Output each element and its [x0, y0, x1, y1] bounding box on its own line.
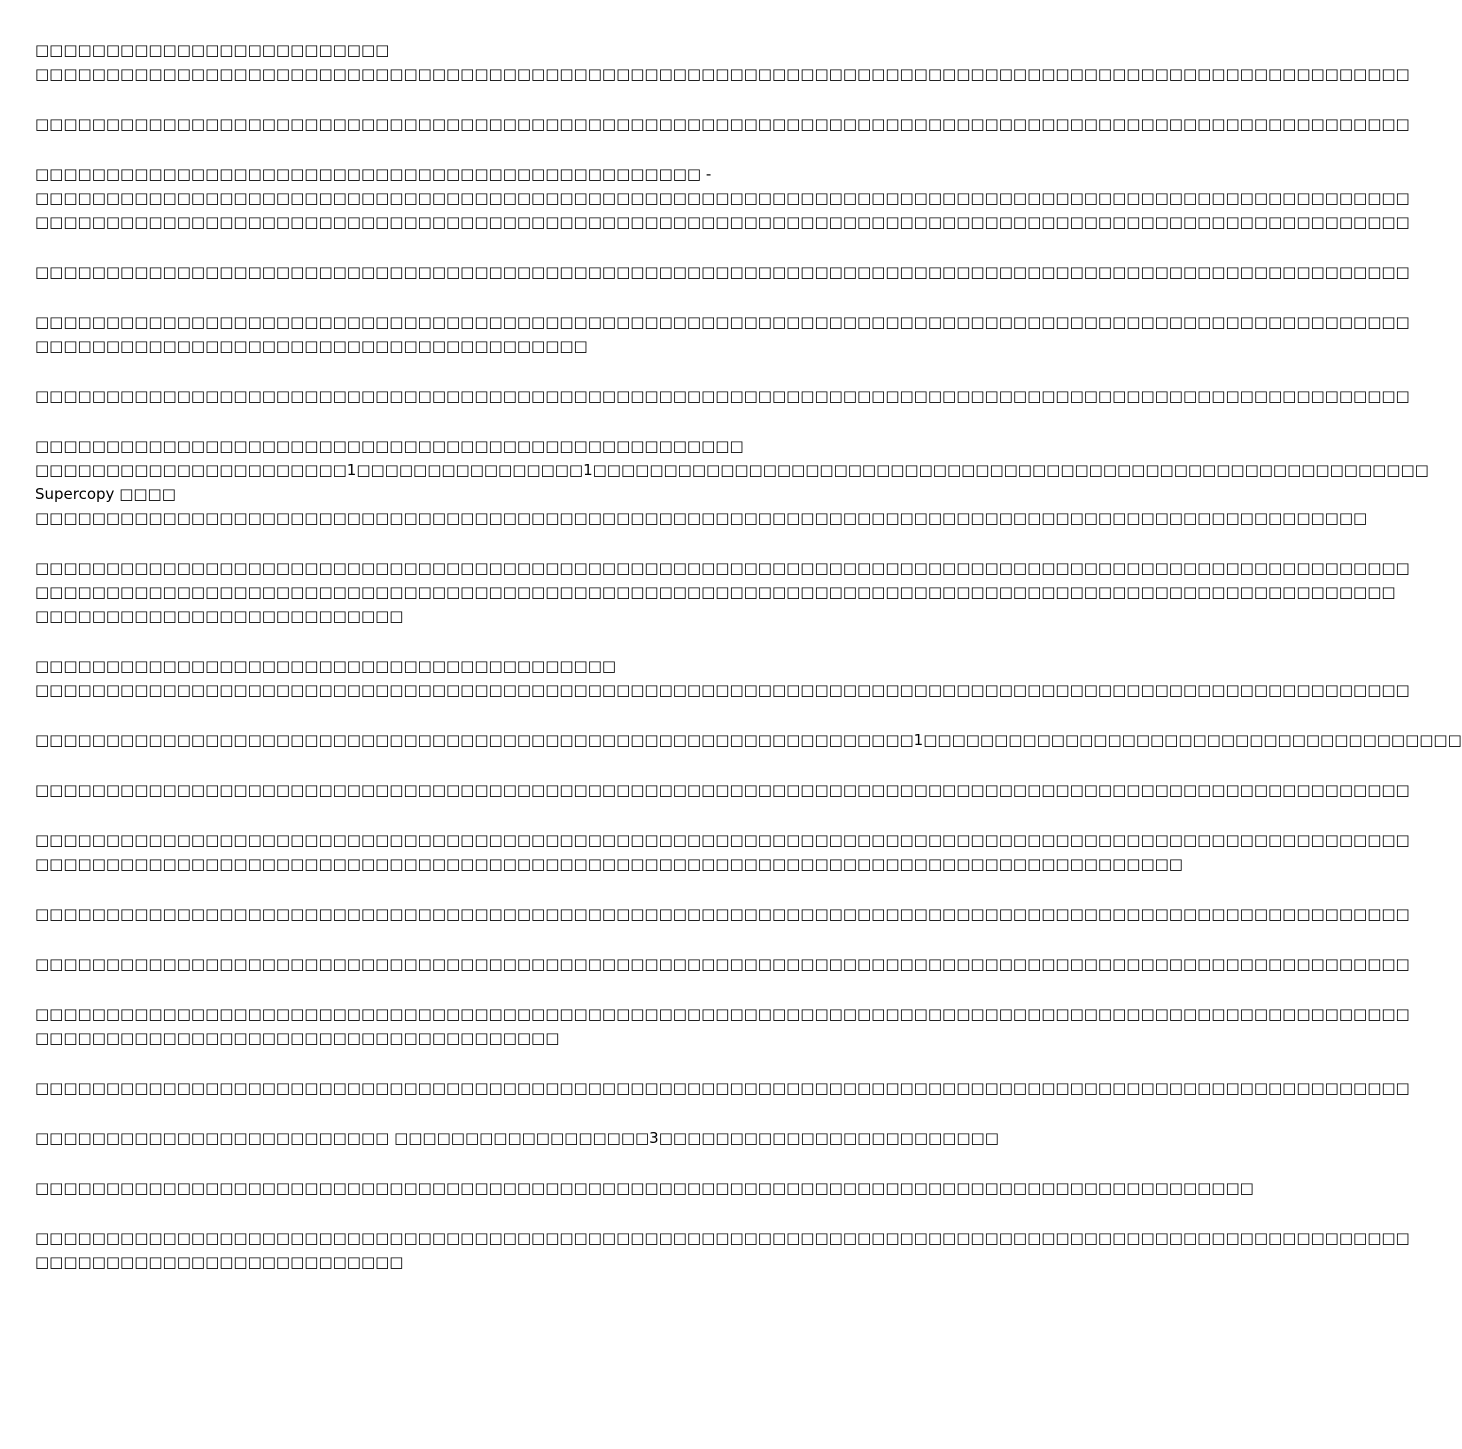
document-body [35, 38, 1462, 1300]
paragraph [35, 778, 1410, 802]
text-line: □□□□□□□□□□□□□□□□□□□□□□□□□□□□□□□□□□□□□□□□□□□□□□□□□□□□□□□□□□□□□□□□□□□□□□□□□□□□□□□□□□□□□□□□□□□□□□□□□ [35, 263, 1410, 281]
paragraph [35, 902, 1410, 926]
text-line: □□□□□□□□□□□□□□□□□□□□□□□□□□□□□□□□□□□□□□□□□□□□□□□□□□□□□□□□□□□□□□□□□□□□□□□□□□□□□□□□□□□□□□□□□□□□□□□□□ [35, 387, 1410, 405]
text-line: □□□□□□□□□□□□□□□□□□□□□□1□□□□□□□□□□□□□□□□1□□□□□□□□□□□□□□□□□□□□□□□□□□□□□□□□□□□□□□□□□□□□□□□□□□□□□□□□□□□ [35, 461, 1429, 479]
text-line: □□□□□□□□□□□□□□□□□□□□□□□□□□□□□□□□□□□□□□□□□□□□□□□□□□□□□□□□□□□□□□□□□□□□□□□□□□□□□□□□□□□□□□□□□□□□□□□□ [35, 583, 1396, 601]
text-line: □□□□□□□□□□□□□□□□□□□□□□□□□□□□□□□□□□□□□□□□□□□□□□□□□□□□□□□□□□□□□□□□□□□□□□□□□□□□□□□□□ [35, 855, 1183, 873]
text-line: □□□□□□□□□□□□□□□□□□□□□□□□□□ [35, 1253, 404, 1271]
text-line: □□□□□□□□□□□□□□□□□□□□□□□□□□□□□□□□□□□□□□□□□□□□□□□□□□□□□□□□□□□□□□□□□□□□□□□□□□□□□□□□□□□□□□□□□□□□□□□□□ [35, 831, 1410, 849]
text-line: □□□□□□□□□□□□□□□□□□□□□□□□□□□□□□□□□□□□□□□ [35, 337, 588, 355]
text-line: □□□□□□□□□□□□□□□□□□□□□□□□□□□□□□□□□□□□□□□□□□□□□□□□□□□□□□□□□□□□□□□□□□□□□□□□□□□□□□□□□□□□□□□□□□□□□□□□□ [35, 313, 1410, 331]
text-line: □□□□□□□□□□□□□□□□□□□□□□□□□□□□□□□□□□□□□□□□□□□□□□□□□□□□□□□□□□□□□□□□□□□□□□□□□□□□□□□□□□□□□□□□□□□□□□□□□ [35, 115, 1410, 133]
paragraph [35, 1126, 999, 1150]
text-line: □□□□□□□□□□□□□□□□□□□□□□□□□□□□□□□□□□□□□□□□□□□□□□□□□□□□□□□□□□□□□□□□□□□□□□□□□□□□□□□□□□□□□□□□□□□□□□□□□ [35, 781, 1410, 799]
text-line: □□□□□□□□□□□□□□□□□□□□□□□□□□□□□□□□□□□□□□□□□□□□□□□□□□□□□□□□□□□□□□□□□□□□□□□□□□□□□□□□□□□□□□□□□□□□□□□□□ [35, 681, 1410, 699]
text-line: □□□□□□□□□□□□□□□□□□□□□□□□□□□□□□□□□□□□□□□□□□□□□□□□□□□□□□□□□□□□□□□□□□□□□□□□□□□□□□□□□□□□□□□□□□□□□□□□□ [35, 559, 1410, 577]
text-line: □□□□□□□□□□□□□□□□□□□□□□□□□□□□□□□□□□□□□□□□□□□□□□□ - [35, 165, 712, 183]
text-line: □□□□□□□□□□□□□□□□□□□□□□□□□□□□□□□□□□□□□□□□□□□□□□□□□□□□□□□□□□□□□□□□□□□□□□□□□□□□□□□□□□□□□□□□□□□□□□□□□ [35, 905, 1410, 923]
paragraph [35, 112, 1410, 136]
paragraph [35, 310, 1410, 358]
paragraph [35, 1176, 1254, 1200]
text-line: □□□□□□□□□□□□□□□□□□□□□□□□□□□□□□□□□□□□□ [35, 1029, 560, 1047]
text-line: □□□□□□□□□□□□□□□□□□□□□□□□□□□□□□□□□□□□□□□□□□□□□□□□□□□□□□□□□□□□□□□□□□□□□□□□□□□□□□□□□□□□□□□□□□□□□□□□□ [35, 1079, 1410, 1097]
paragraph [35, 162, 1410, 234]
paragraph [35, 434, 1429, 530]
paragraph [35, 952, 1410, 976]
text-line: □□□□□□□□□□□□□□□□□□□□□□□□□□□□□□□□□□□□□□□□□□□□□□□□□□□□□□□□□□□□□□1□□□□□□□□□□□□□□□□□□□□□□□□□□□□□□□□□□□□□□ [35, 731, 1462, 749]
paragraph [35, 556, 1410, 628]
paragraph [35, 828, 1410, 876]
paragraph [35, 654, 1410, 702]
text-line: Supercopy □□□□ [35, 485, 176, 503]
paragraph [35, 1226, 1410, 1274]
text-line: □□□□□□□□□□□□□□□□□□□□□□□□□□ [35, 607, 404, 625]
text-line: □□□□□□□□□□□□□□□□□□□□□□□□□□□□□□□□□□□□□□□□□□□□□□□□□□ [35, 437, 744, 455]
text-line: □□□□□□□□□□□□□□□□□□□□□□□□□□□□□□□□□□□□□□□□□□□□□□□□□□□□□□□□□□□□□□□□□□□□□□□□□□□□□□□□□□□□□□ [35, 1179, 1254, 1197]
paragraph [35, 384, 1410, 408]
paragraph [35, 1002, 1410, 1050]
text-line: □□□□□□□□□□□□□□□□□□□□□□□□□□□□□□□□□□□□□□□□□ [35, 657, 617, 675]
paragraph [35, 1076, 1410, 1100]
text-line: □□□□□□□□□□□□□□□□□□□□□□□□□□□□□□□□□□□□□□□□□□□□□□□□□□□□□□□□□□□□□□□□□□□□□□□□□□□□□□□□□□□□□□□□□□□□□□□□□ [35, 1005, 1410, 1023]
text-line: □□□□□□□□□□□□□□□□□□□□□□□□□ [35, 41, 390, 59]
text-line: □□□□□□□□□□□□□□□□□□□□□□□□□□□□□□□□□□□□□□□□□□□□□□□□□□□□□□□□□□□□□□□□□□□□□□□□□□□□□□□□□□□□□□□□□□□□□□□□□ [35, 1229, 1410, 1247]
paragraph [35, 260, 1410, 284]
text-line: □□□□□□□□□□□□□□□□□□□□□□□□□ □□□□□□□□□□□□□□□□□□3□□□□□□□□□□□□□□□□□□□□□□□□ [35, 1129, 999, 1147]
text-line: □□□□□□□□□□□□□□□□□□□□□□□□□□□□□□□□□□□□□□□□□□□□□□□□□□□□□□□□□□□□□□□□□□□□□□□□□□□□□□□□□□□□□□□□□□□□□□□□□ [35, 213, 1410, 231]
paragraph [35, 728, 1462, 752]
text-line: □□□□□□□□□□□□□□□□□□□□□□□□□□□□□□□□□□□□□□□□□□□□□□□□□□□□□□□□□□□□□□□□□□□□□□□□□□□□□□□□□□□□□□□□□□□□□□□□□ [35, 955, 1410, 973]
paragraph [35, 38, 1410, 86]
text-line: □□□□□□□□□□□□□□□□□□□□□□□□□□□□□□□□□□□□□□□□□□□□□□□□□□□□□□□□□□□□□□□□□□□□□□□□□□□□□□□□□□□□□□□□□□□□□□□□□ [35, 189, 1410, 207]
text-line: □□□□□□□□□□□□□□□□□□□□□□□□□□□□□□□□□□□□□□□□□□□□□□□□□□□□□□□□□□□□□□□□□□□□□□□□□□□□□□□□□□□□□□□□□□□□□□ [35, 509, 1368, 527]
text-line: □□□□□□□□□□□□□□□□□□□□□□□□□□□□□□□□□□□□□□□□□□□□□□□□□□□□□□□□□□□□□□□□□□□□□□□□□□□□□□□□□□□□□□□□□□□□□□□□□ [35, 65, 1410, 83]
